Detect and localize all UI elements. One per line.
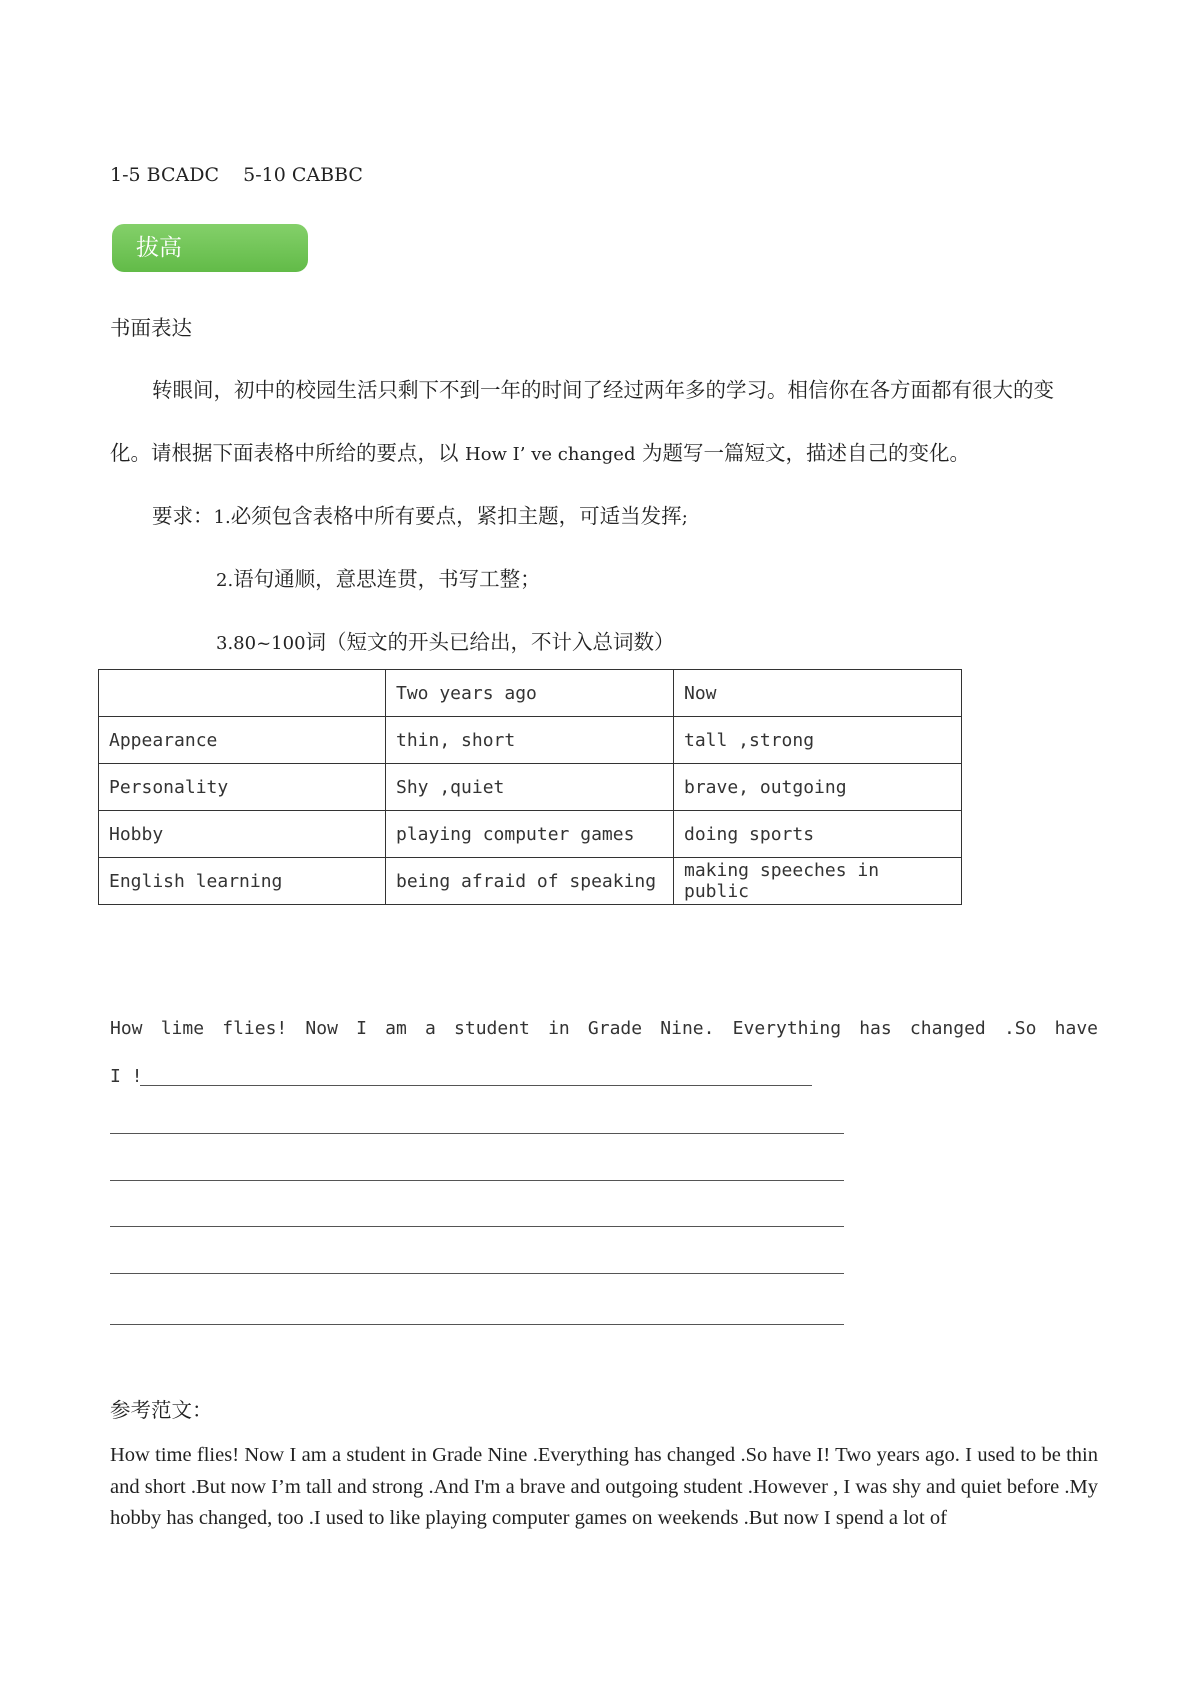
table-cell: Hobby	[99, 811, 386, 858]
table-cell: tall ,strong	[674, 717, 962, 764]
requirement-text: 词（短文的开头已给出，不计入总词数）	[305, 630, 675, 654]
writing-line	[110, 1273, 844, 1274]
table-cell: doing sports	[674, 811, 962, 858]
table-row	[99, 858, 962, 905]
prompt-text: 化。请根据下面表格中所给的要点，以	[110, 441, 466, 465]
answer-key: 1-5 BCADC 5-10 CABBC	[110, 164, 363, 186]
requirement-2	[216, 562, 541, 592]
task-title: 书面表达	[110, 316, 192, 340]
section-badge: 拔高	[112, 224, 308, 272]
table-row	[99, 717, 962, 764]
requirement-number: 2.	[216, 570, 234, 591]
requirement-text: 语句通顺，意思连贯，书写工整；	[233, 567, 541, 591]
writing-line	[140, 1085, 812, 1086]
requirement-punct: ;	[681, 507, 688, 528]
essay-title: How I’ ve changed	[465, 444, 636, 465]
writing-line	[110, 1180, 844, 1181]
writing-line	[110, 1226, 844, 1227]
table-cell: making speeches in public	[674, 858, 962, 905]
table-cell: Shy ,quiet	[386, 764, 674, 811]
requirement-1	[152, 499, 688, 529]
table-cell: playing computer games	[386, 811, 674, 858]
writing-line	[110, 1324, 844, 1325]
table-cell: thin, short	[386, 717, 674, 764]
table-row	[99, 764, 962, 811]
prompt-paragraph-line2	[110, 436, 970, 466]
requirement-number: 3.80~100	[216, 633, 306, 654]
writing-line	[110, 1133, 844, 1134]
table-header-cell: Two years ago	[386, 670, 674, 717]
requirement-text: 必须包含表格中所有要点，紧扣主题，可适当发挥	[230, 504, 682, 528]
table-cell: Personality	[99, 764, 386, 811]
table-row	[99, 811, 962, 858]
model-essay-label: 参考范文：	[110, 1398, 213, 1422]
table-cell: brave, outgoing	[674, 764, 962, 811]
prompt-text: 为题写一篇短文，描述自己的变化。	[635, 441, 970, 465]
prompt-paragraph-line1: 转眼间，初中的校园生活只剩下不到一年的时间了经过两年多的学习。相信你在各方面都有很大的变	[152, 378, 1054, 402]
table-header-cell	[99, 670, 386, 717]
model-essay-text: How time flies! Now I am a student in Grade Nine .Everything has changed .So have I! Two years ago. I used to be thin and short .But now I’m tall and strong .And I'm a brave and outgoing student .However , I was shy and quiet before .My hobby has changed, too .I used to like playing computer games on weekends .But now I spend a lot of	[110, 1444, 1098, 1529]
requirement-number: 1.	[213, 507, 231, 528]
requirement-3	[216, 625, 675, 655]
table-cell: English learning	[99, 858, 386, 905]
table-header-row	[99, 670, 962, 717]
table-cell: Appearance	[99, 717, 386, 764]
essay-opening-tail: I !	[110, 1066, 143, 1087]
requirement-label: 要求：	[152, 504, 214, 528]
essay-opening: How lime flies! Now I am a student in Grade Nine. Everything has changed .So have	[110, 1018, 1098, 1039]
table-cell: being afraid of speaking	[386, 858, 674, 905]
table-header-cell: Now	[674, 670, 962, 717]
points-table	[98, 669, 962, 905]
